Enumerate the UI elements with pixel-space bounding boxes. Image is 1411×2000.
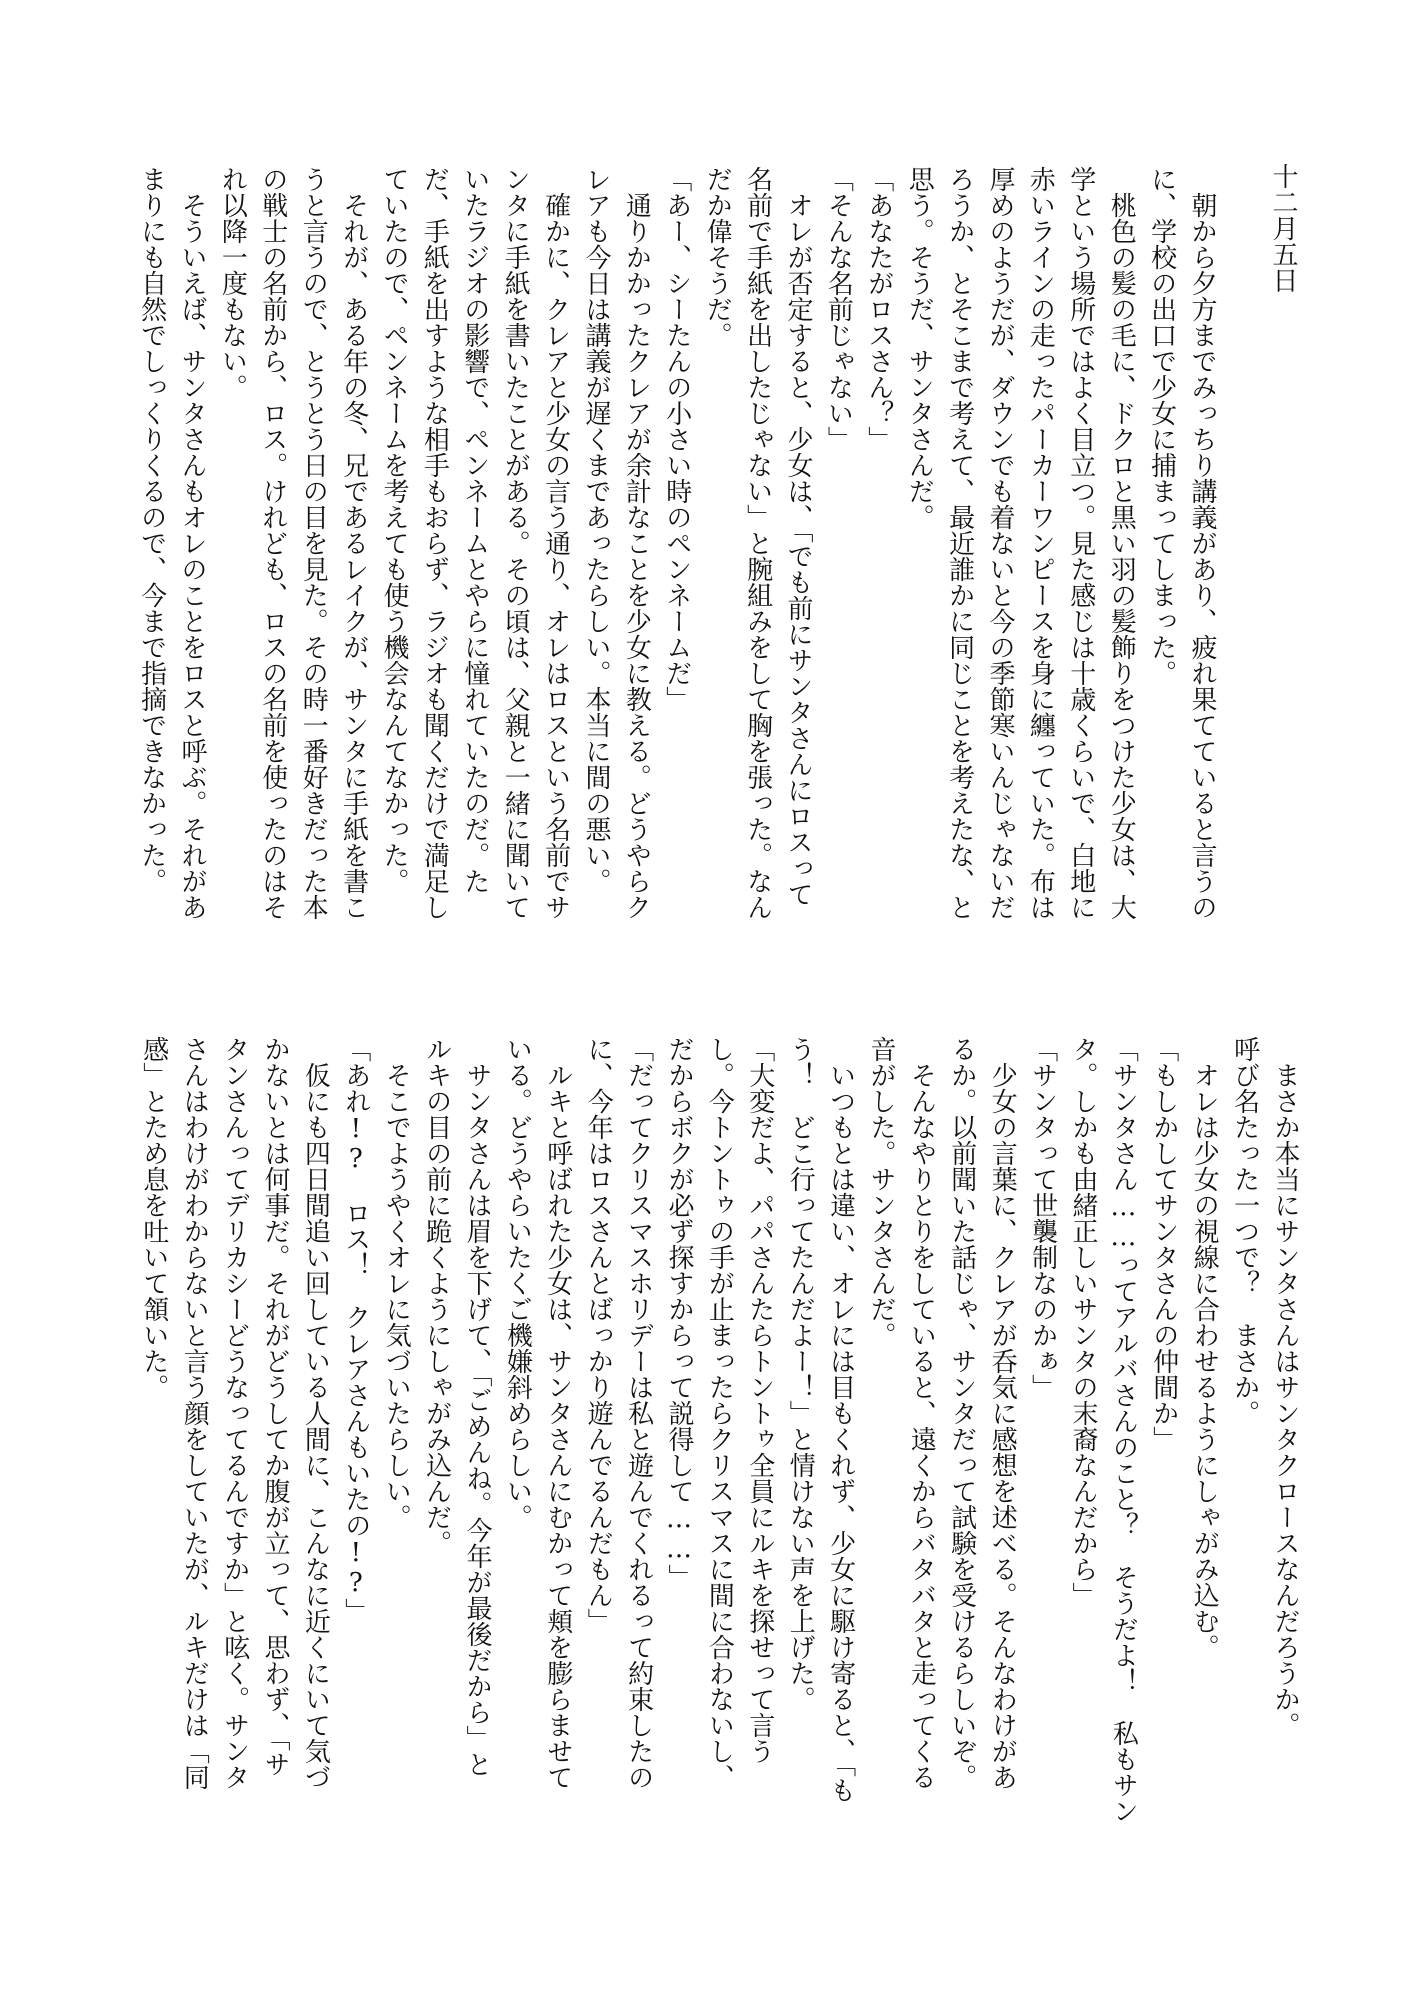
text-line: レアも今日は講義が遅くまであったらしい。本当に間の悪い。 — [581, 166, 611, 894]
text-line: オレは少女の視線に合わせるようにしゃがみ込む。 — [1189, 1036, 1220, 1660]
text-line: 「サンタさん……ってアルバさんのこと？ そうだよ！ 私もサン — [1108, 1036, 1139, 1824]
text-line: に、学校の出口で少女に捕まってしまった。 — [1146, 166, 1177, 686]
text-line: 「大変だよ、パパさんたらトントゥ全員にルキを探せって言う — [744, 1036, 775, 1764]
text-line: いたラジオの影響で、ペンネームとやらに憧れていたのだ。た — [459, 166, 490, 894]
text-line: 赤いラインの走ったパーカーワンピースを身に纏っていた。布は — [1025, 166, 1056, 920]
text-line: 「そんな名前じゃない」 — [823, 166, 854, 452]
text-line: それが、ある年の冬、兄であるレイクが、サンタに手紙を書こ — [338, 166, 369, 920]
text-line: 思う。そうだ、サンタさんだ。 — [904, 166, 935, 530]
text-line: ろうか、とそこまで考えて、最近誰かに同じことを考えたな、と — [944, 166, 975, 920]
text-line: タンさんってデリカシーどうなってるんですか」と呟く。サンタ — [219, 1036, 250, 1790]
text-line: 呼び名たった一つで？ まさか。 — [1229, 1036, 1260, 1426]
text-line: の戦士の名前から、ロス。けれども、ロスの名前を使ったのはそ — [257, 166, 288, 920]
text-line: だ、手紙を出すような相手もおらず、ラジオも聞くだけで満足し — [419, 166, 450, 920]
text-line: ていたので、ペンネームを考えても使う機会なんてなかった。 — [379, 166, 409, 894]
text-line: だからボクが必ず探すからって説得して……」 — [664, 1036, 694, 1590]
text-line: だか偉そうだ。 — [702, 166, 733, 348]
text-line: 「だってクリスマスホリデーは私と遊んでくれるって約束したの — [623, 1036, 654, 1790]
text-line: まさか本当にサンタさんはサンタクロースなんだろうか。 — [1270, 1036, 1300, 1738]
text-line: タ。しかも由緒正しいサンタの末裔なんだから」 — [1068, 1036, 1098, 1608]
text-line: 確かに、クレアと少女の言う通り、オレはロスという名前でサ — [540, 166, 571, 920]
text-line: ンタに手紙を書いたことがある。その頃は、父親と一緒に聞いて — [500, 166, 531, 920]
text-line: 「あれ!? ロス！ クレアさんもいたの!?」 — [340, 1036, 371, 1624]
text-line: かないとは何事だ。それがどうしてか腹が立って、思わず、「サ — [260, 1036, 290, 1777]
text-line: サンタさんは眉を下げて、「ごめんね。今年が最後だから」と — [462, 1036, 492, 1777]
text-line: 朝から夕方までみっちり講義があり、疲れ果てていると言うの — [1187, 166, 1217, 920]
text-line: 学という場所ではよく目立つ。見た感じは十歳くらいで、白地に — [1065, 166, 1096, 920]
text-line: オレが否定すると、少女は、「でも前にサンタさんにロスって — [783, 166, 813, 907]
text-line: 少女の言葉に、クレアが呑気に感想を述べる。そんなわけがあ — [987, 1036, 1018, 1790]
text-line: ルキの目の前に跪くようにしゃがみ込んだ。 — [421, 1036, 452, 1556]
text-line: さんはわけがわからないと言う顔をしていたが、ルキだけは「同 — [179, 1036, 210, 1790]
text-line: そこでようやくオレに気づいたらしい。 — [381, 1036, 412, 1530]
text-line: し。今トントゥの手が止まったらクリスマスに間に合わないし、 — [704, 1036, 735, 1790]
text-line: ルキと呼ばれた少女は、サンタさんにむかって頬を膨らませて — [542, 1036, 573, 1790]
text-line: そんなやりとりをしていると、遠くからバタバタと走ってくる — [906, 1036, 937, 1790]
text-line: そういえば、サンタさんもオレのことをロスと呼ぶ。それがあ — [177, 166, 207, 920]
text-line: 桃色の髪の毛に、ドクロと黒い羽の髪飾りをつけた少女は、大 — [1106, 166, 1137, 920]
text-line: 「もしかしてサンタさんの仲間か」 — [1148, 1036, 1179, 1452]
text-line: 「サンタって世襲制なのかぁ」 — [1027, 1036, 1058, 1400]
text-line: 「あなたがロスさん？」 — [863, 166, 894, 452]
text-line: 厚めのようだが、ダウンでも着ないと今の季節寒いんじゃないだ — [985, 166, 1015, 920]
text-line: いつもとは違い、オレには目もくれず、少女に駆け寄ると、「も — [825, 1036, 856, 1803]
text-line: いる。どうやらいたくご機嫌斜めらしい。 — [502, 1036, 533, 1530]
text-line: に、今年はロスさんとばっかり遊んでるんだもん」 — [583, 1036, 614, 1634]
text-line: 名前で手紙を出したじゃない」と腕組みをして胸を張った。なん — [742, 166, 773, 920]
text-line: るか。以前聞いた話じゃ、サンタだって試験を受けるらしいぞ。 — [946, 1036, 977, 1790]
chapter-title: 十二月五日 — [1268, 163, 1298, 293]
text-line: 「あー、シーたんの小さい時のペンネームだ」 — [661, 166, 692, 712]
text-line: 通りかかったクレアが余計なことを少女に教える。どうやらク — [621, 166, 652, 920]
text-line: 仮にも四日間追い回している人間に、こんなに近くにいて気づ — [300, 1036, 331, 1790]
text-line: 音がした。サンタさんだ。 — [866, 1036, 896, 1348]
text-line: う！ どこ行ってたんだよー！」と情けない声を上げた。 — [785, 1036, 816, 1712]
text-line: 感」とため息を吐いて頷いた。 — [138, 1036, 169, 1400]
text-line: れ以降一度もない。 — [217, 166, 248, 400]
text-line: まりにも自然でしっくりくるので、今まで指摘できなかった。 — [136, 166, 167, 894]
text-line: うと言うので、とうとう日の目を見た。その時一番好きだった本 — [298, 166, 329, 920]
